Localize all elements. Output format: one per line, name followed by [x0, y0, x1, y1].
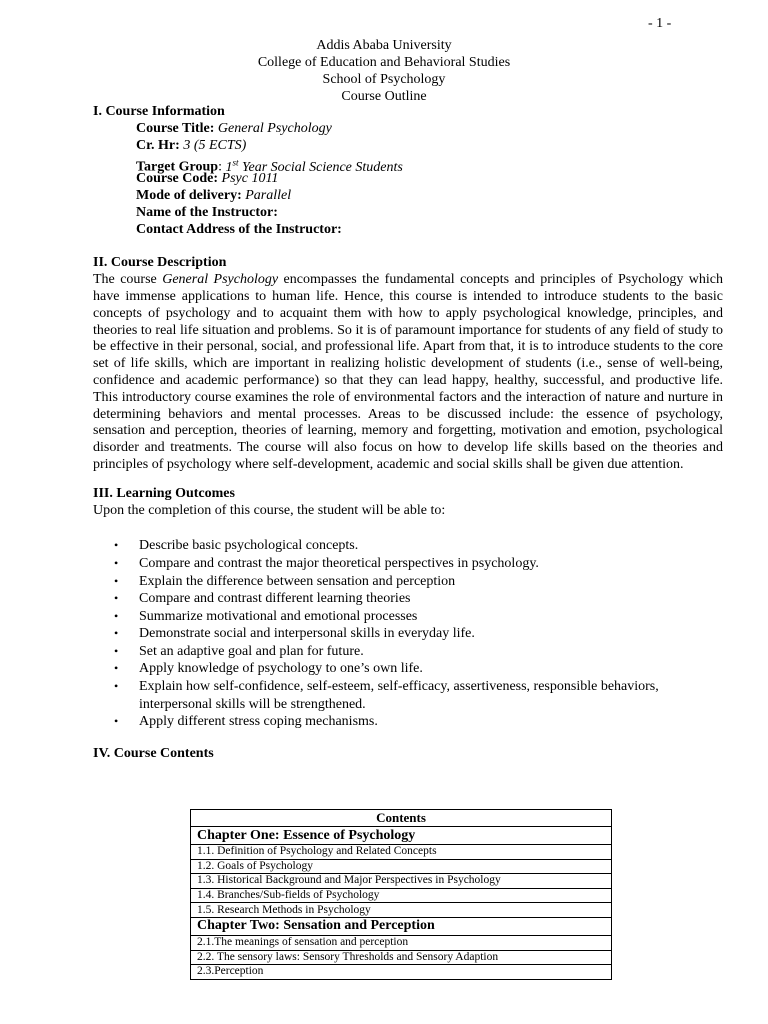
- list-item: • Explain the difference between sensation and perception: [114, 573, 456, 589]
- table-row: 2.1.The meanings of sensation and perception: [191, 935, 612, 950]
- instructor-contact-label: Contact Address of the Instructor:: [136, 221, 342, 237]
- target-group-label: Target Group: [136, 160, 219, 176]
- target-group-value: 1st Year Social Science Students: [225, 157, 403, 176]
- learning-outcomes-heading: III. Learning Outcomes: [93, 485, 235, 501]
- learning-outcomes-list: [93, 537, 723, 731]
- page-number: - 1 -: [648, 16, 672, 31]
- credit-hour-label: Cr. Hr:: [136, 137, 180, 153]
- course-info-heading: I. Course Information: [93, 104, 225, 119]
- bullet-icon: •: [114, 679, 119, 694]
- course-title-value: General Psychology: [217, 120, 332, 136]
- credit-hour-value: 3 (5 ECTS): [183, 137, 247, 153]
- table-row: 1.3. Historical Background and Major Perspectives in Psychology: [191, 874, 612, 889]
- contents-table: [190, 809, 612, 980]
- table-row: 2.3.Perception: [191, 965, 612, 980]
- list-item: • Apply different stress coping mechanisms.: [114, 714, 378, 730]
- delivery-mode-label: Mode of delivery:: [136, 187, 242, 203]
- list-item: • Describe basic psychological concepts.: [114, 538, 359, 554]
- university-name: Addis Ababa University: [316, 38, 452, 53]
- bullet-icon: •: [114, 661, 119, 676]
- bullet-icon: •: [114, 538, 119, 553]
- document-header: [0, 37, 768, 105]
- list-item: • Apply knowledge of psychology to one’s own life.: [114, 661, 423, 677]
- course-title-label: Course Title:: [136, 120, 215, 136]
- bullet-icon: •: [114, 555, 119, 570]
- table-row: 2.2. The sensory laws: Sensory Thresholds and Sensory Adaption: [191, 950, 612, 965]
- school-name: School of Psychology: [322, 72, 446, 87]
- learning-outcomes-intro: Upon the completion of this course, the student will be able to:: [93, 502, 446, 518]
- bullet-icon: •: [114, 608, 119, 623]
- course-description-heading: II. Course Description: [93, 255, 227, 271]
- contents-table-header: Contents: [191, 810, 612, 827]
- table-row: 1.1. Definition of Psychology and Related Concepts: [191, 845, 612, 860]
- course-code-value: Psyc 1011: [221, 171, 279, 187]
- course-name-italic: General Psychology: [162, 272, 279, 288]
- bullet-icon: •: [114, 626, 119, 641]
- course-description-text: The course General Psychology encompasses the fundamental concepts and principles of Psychology which have immense applications to human life. Hence, this course is intended to introduce students to the basic concepts of psychology and to acquaint them with how to apply psychological knowledge, principles, and theories to real life situation and problems. So it is of paramount importance for students of any field of study to be effective in their personal, social, and professional life. Apart from that, it is to introduce students to the core set of life skills, which are important in realizing holistic development of students (i.e., sense of well-being, confidence and academic performance) so that they can lead happy, healthy, successful, and productive life. This introductory course examines the role of environmental factors and the interaction of nature and nurture in determining behaviors and mental processes. Areas to be discussed include: the essence of psychology, sensation and perception, theories of learning, memory and forgetting, motivation and emotion, psychological disorder and treatments. The course will also focus on how to develop life skills based on the theories and principles of psychology where self-development, academic and social skills shall be given due attention.: [93, 272, 723, 472]
- bullet-icon: •: [114, 643, 119, 658]
- bullet-icon: •: [114, 714, 119, 729]
- document-body: [93, 104, 723, 763]
- list-item: • Explain how self-confidence, self-esteem, self-efficacy, assertiveness, responsible behaviors, interpersonal skills will be strengthened.: [114, 679, 659, 712]
- college-name: College of Education and Behavioral Studies: [257, 55, 511, 70]
- table-row: 1.4. Branches/Sub-fields of Psychology: [191, 888, 612, 903]
- list-item: • Compare and contrast different learning theories: [114, 591, 411, 607]
- table-row: 1.2. Goals of Psychology: [191, 859, 612, 874]
- document-title: Course Outline: [341, 89, 427, 104]
- course-contents-heading: IV. Course Contents: [93, 745, 214, 761]
- bullet-icon: •: [114, 573, 119, 588]
- table-row: 1.5. Research Methods in Psychology: [191, 903, 612, 918]
- delivery-mode-value: Parallel: [245, 187, 292, 203]
- list-item: • Summarize motivational and emotional processes: [114, 608, 418, 624]
- list-item: • Set an adaptive goal and plan for future.: [114, 643, 364, 659]
- list-item: • Compare and contrast the major theoretical perspectives in psychology.: [114, 555, 539, 571]
- chapter-one-title: Chapter One: Essence of Psychology: [191, 827, 612, 845]
- course-info-block: Course Title: General Psychology Cr. Hr: 3 (5 ECTS) Target Group: 1st Year Social Science Students Course Code: Psyc 1011 Mode of delivery: Parallel Name of the Instructor: Contact Address of the Instructor:: [136, 120, 403, 237]
- chapter-two-title: Chapter Two: Sensation and Perception: [191, 917, 612, 935]
- instructor-name-label: Name of the Instructor:: [136, 204, 278, 220]
- bullet-icon: •: [114, 591, 119, 606]
- list-item: • Demonstrate social and interpersonal skills in everyday life.: [114, 626, 475, 642]
- course-code-label: Course Code:: [136, 171, 219, 187]
